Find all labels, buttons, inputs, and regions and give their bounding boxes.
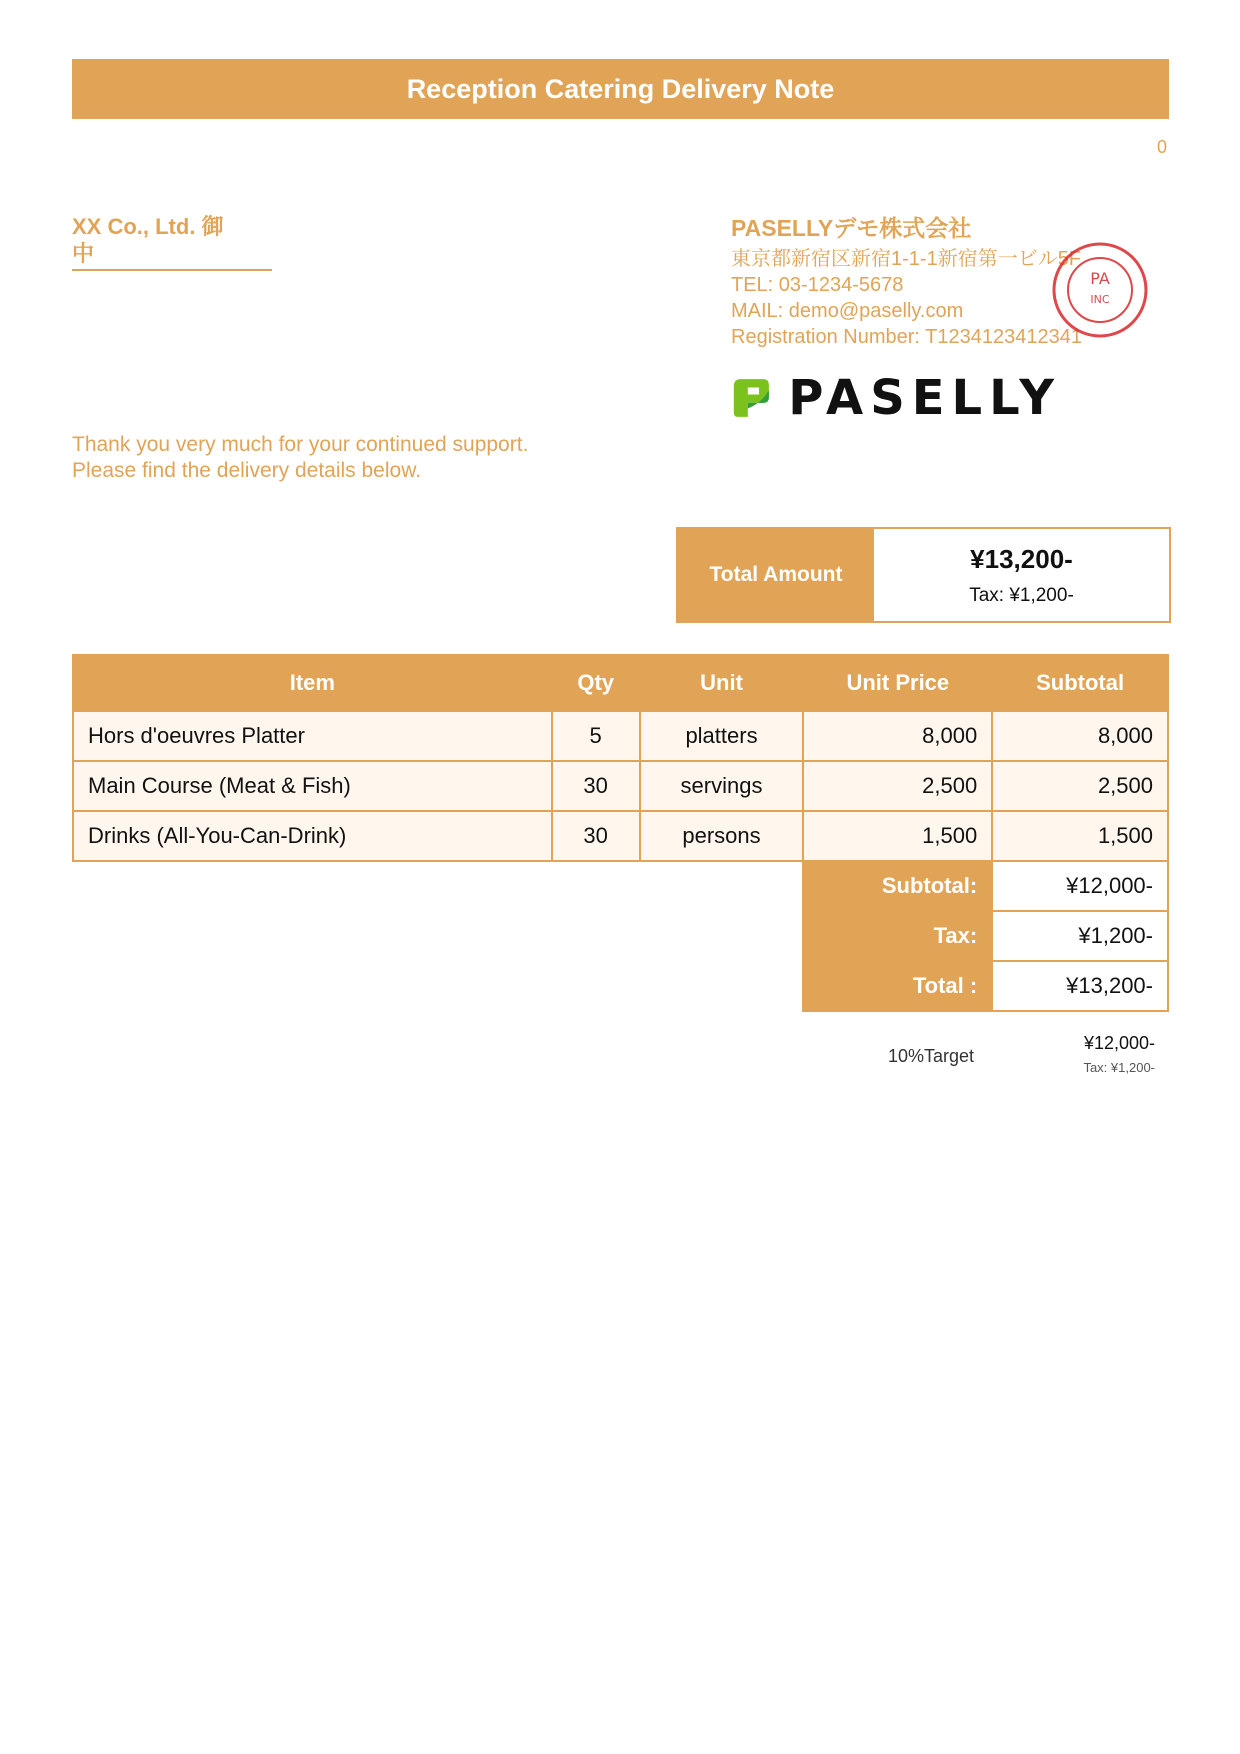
cell-qty: 30: [552, 761, 640, 811]
tax-breakdown-amount: ¥12,000-: [1083, 1033, 1155, 1053]
summary-subtotal-label: Subtotal:: [803, 861, 992, 911]
items-table: [72, 654, 1169, 1012]
sender-address: 東京都新宿区新宿1-1-1新宿第一ビル5F: [731, 248, 1082, 270]
sender-registration: Registration Number: T1234123412341: [731, 326, 1082, 348]
cell-unit-price: 2,500: [803, 761, 992, 811]
summary-row-total: [73, 961, 1168, 1011]
cell-unit-price: 8,000: [803, 711, 992, 761]
greeting-message: [72, 432, 528, 484]
total-amount-box: [676, 527, 1171, 623]
column-header-item: Item: [73, 655, 552, 711]
column-header-subtotal: Subtotal: [992, 655, 1168, 711]
cell-unit: persons: [640, 811, 804, 861]
cell-subtotal: 8,000: [992, 711, 1168, 761]
tax-breakdown-label: 10%Target: [888, 1046, 975, 1066]
cell-item: Main Course (Meat & Fish): [73, 761, 552, 811]
cell-subtotal: 1,500: [992, 811, 1168, 861]
table-row: [73, 761, 1168, 811]
summary-subtotal-value: ¥12,000-: [992, 861, 1168, 911]
total-amount-values: [874, 529, 1169, 621]
column-header-qty: Qty: [552, 655, 640, 711]
recipient: [72, 213, 272, 271]
company-logo: [731, 368, 1061, 428]
cell-item: Hors d'oeuvres Platter: [73, 711, 552, 761]
cell-item: Drinks (All-You-Can-Drink): [73, 811, 552, 861]
document-number: 0: [1156, 137, 1167, 157]
column-header-unit-price: Unit Price: [803, 655, 992, 711]
summary-total-value: ¥13,200-: [992, 961, 1168, 1011]
cell-unit: servings: [640, 761, 804, 811]
table-row: [73, 811, 1168, 861]
summary-tax-value: ¥1,200-: [992, 911, 1168, 961]
table-header-row: [73, 655, 1168, 711]
document-title: Reception Catering Delivery Note: [406, 73, 835, 104]
sender-mail: MAIL: demo@paselly.com: [731, 300, 964, 322]
total-amount-tax: Tax: ¥1,200-: [969, 584, 1074, 606]
column-header-unit: Unit: [640, 655, 804, 711]
recipient-name-line1: XX Co., Ltd. 御: [72, 214, 224, 239]
greeting-line1: Thank you very much for your continued support.: [72, 433, 529, 456]
logo-wordmark: PASELLY: [788, 370, 1061, 426]
svg-text:INC: INC: [1090, 293, 1110, 306]
summary-spacer: [73, 861, 803, 911]
cell-qty: 30: [552, 811, 640, 861]
cell-unit-price: 1,500: [803, 811, 992, 861]
summary-spacer: [73, 961, 803, 1011]
cell-subtotal: 2,500: [992, 761, 1168, 811]
recipient-name-line2: 中: [72, 241, 95, 266]
summary-row-subtotal: [73, 861, 1168, 911]
table-row: [73, 711, 1168, 761]
summary-spacer: [73, 911, 803, 961]
sender-tel: TEL: 03-1234-5678: [731, 274, 904, 296]
tax-breakdown-tax: Tax: ¥1,200-: [1083, 1060, 1155, 1075]
total-amount-label: Total Amount: [678, 529, 874, 621]
summary-tax-label: Tax:: [803, 911, 992, 961]
tax-breakdown: [805, 1030, 1155, 1080]
sender-company: PASELLYデモ株式会社: [731, 215, 972, 241]
leaf-logo-icon: [731, 369, 770, 427]
cell-qty: 5: [552, 711, 640, 761]
company-seal-stamp: [1050, 240, 1150, 340]
svg-text:PA: PA: [1090, 269, 1110, 288]
document-title-bar: [72, 59, 1169, 119]
summary-total-label: Total :: [803, 961, 992, 1011]
total-amount-value: ¥13,200-: [970, 543, 1073, 574]
greeting-line2: Please find the delivery details below.: [72, 459, 422, 482]
summary-row-tax: [73, 911, 1168, 961]
cell-unit: platters: [640, 711, 804, 761]
